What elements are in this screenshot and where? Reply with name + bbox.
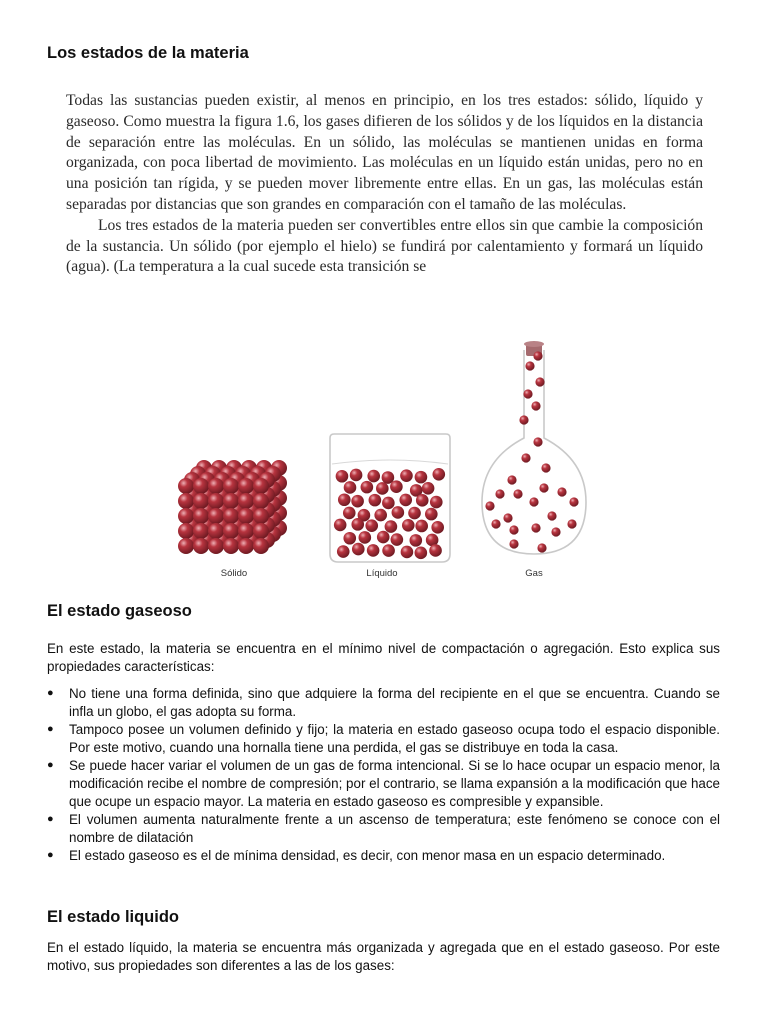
- molecule-sphere: [390, 480, 403, 493]
- molecule-sphere: [402, 519, 415, 532]
- molecule-sphere: [223, 478, 239, 494]
- caption-gas: Gas: [525, 568, 543, 579]
- molecule-sphere: [334, 519, 347, 532]
- molecule-sphere: [415, 471, 428, 484]
- molecule-sphere: [208, 508, 224, 524]
- molecule-sphere: [253, 493, 269, 509]
- molecule-sphere: [193, 508, 209, 524]
- molecule-sphere: [376, 482, 389, 495]
- molecule-sphere: [509, 539, 518, 548]
- molecule-sphere: [531, 523, 540, 532]
- molecule-sphere: [429, 544, 442, 557]
- molecule-sphere: [551, 527, 560, 536]
- section-heading-liquid: El estado liquido: [47, 908, 180, 926]
- molecule-sphere: [432, 468, 445, 481]
- molecule-sphere: [385, 520, 398, 533]
- molecule-sphere: [336, 470, 349, 483]
- molecule-sphere: [422, 482, 435, 495]
- molecule-sphere: [338, 493, 351, 506]
- molecule-sphere: [365, 519, 378, 532]
- molecule-sphere: [400, 469, 413, 482]
- molecule-sphere: [344, 481, 357, 494]
- molecule-sphere: [343, 532, 356, 545]
- molecule-sphere: [491, 519, 500, 528]
- molecule-sphere: [369, 494, 382, 507]
- molecule-sphere: [425, 508, 438, 521]
- molecule-sphere: [531, 401, 540, 410]
- molecule-sphere: [382, 544, 395, 557]
- molecule-sphere: [537, 543, 546, 552]
- gas-properties-list: [47, 685, 720, 866]
- scanned-paragraph-1: Todas las sustancias pueden existir, al menos en principio, en los tres estados: sólido, líquido y gaseoso. Como muestra la figura 1.6, los gases difieren de los sólidos y de los líquidos en la distancia de separación entre las moléculas. En un sólido, las moléculas se mantienen unidas en forma organizada, con poca libertad de movimiento. Las moléculas en un líquido están unidas, pero no en una posición tan rígida, y se pueden mover libremente entre ellas. En un gas, las moléculas están separadas por distancias que son grandes en comparación con el tamaño de las moléculas.: [66, 92, 703, 213]
- molecule-sphere: [337, 545, 350, 558]
- solid-cube-illustration: [178, 460, 287, 554]
- molecule-sphere: [503, 513, 512, 522]
- molecule-sphere: [377, 531, 390, 544]
- molecule-sphere: [351, 518, 364, 531]
- molecule-sphere: [399, 494, 412, 507]
- molecule-sphere: [343, 507, 356, 520]
- molecule-sphere: [541, 463, 550, 472]
- molecule-sphere: [178, 538, 194, 554]
- molecule-sphere: [223, 538, 239, 554]
- molecule-sphere: [178, 523, 194, 539]
- molecule-sphere: [382, 497, 395, 510]
- molecule-sphere: [253, 523, 269, 539]
- molecule-sphere: [525, 361, 534, 370]
- molecule-sphere: [533, 351, 542, 360]
- caption-liquid: Líquido: [366, 568, 398, 579]
- molecule-sphere: [367, 470, 380, 483]
- molecule-sphere: [521, 453, 530, 462]
- liquid-molecules-illustration: [334, 468, 445, 559]
- list-item: ● Se puede hacer variar el volumen de un gas de forma intencional. Si se lo hace ocupar un espacio menor, la modificación recibe el nombre de compresión; por el contrario, se llama expansión a la modificación que hace que ocupe un espacio mayor. La materia en estado gaseoso es compresible y expansible.: [47, 757, 720, 810]
- list-item: ● El estado gaseoso es el de mínima densidad, es decir, con menor masa en un espacio determinado.: [47, 847, 720, 865]
- molecule-sphere: [367, 544, 380, 557]
- molecule-sphere: [509, 525, 518, 534]
- molecule-sphere: [238, 538, 254, 554]
- molecule-sphere: [361, 481, 374, 494]
- molecule-sphere: [253, 478, 269, 494]
- molecule-sphere: [513, 489, 522, 498]
- list-item: ● Tampoco posee un volumen definido y fijo; la materia en estado gaseoso ocupa todo el espacio disponible. Por este motivo, cuando una hornalla tiene una perdida, el gas se distribuye en toda la casa.: [47, 721, 720, 756]
- molecule-sphere: [193, 493, 209, 509]
- molecule-sphere: [401, 546, 414, 559]
- molecule-sphere: [178, 493, 194, 509]
- molecule-sphere: [208, 493, 224, 509]
- molecule-sphere: [485, 501, 494, 510]
- scanned-paragraph-2: Los tres estados de la materia pueden ser convertibles entre ellos sin que cambie la composición de la sustancia. Un sólido (por ejemplo el hielo) se fundirá por calentamiento y formará un líquido (agua). (La temperatura a la cual sucede esta transición se: [66, 216, 703, 276]
- molecule-sphere: [539, 483, 548, 492]
- molecule-sphere: [529, 497, 538, 506]
- molecule-sphere: [238, 523, 254, 539]
- molecule-sphere: [208, 478, 224, 494]
- liquid-intro-paragraph: En el estado líquido, la materia se encuentra más organizada y agregada que en el estado gaseoso. Por este motivo, sus propiedades son diferentes a las de los gases:: [47, 940, 720, 973]
- molecule-sphere: [238, 508, 254, 524]
- molecule-sphere: [223, 493, 239, 509]
- molecule-sphere: [416, 494, 429, 507]
- molecule-sphere: [253, 538, 269, 554]
- molecule-sphere: [223, 508, 239, 524]
- page-title: Los estados de la materia: [47, 44, 249, 62]
- molecule-sphere: [208, 523, 224, 539]
- molecule-sphere: [350, 469, 363, 482]
- molecule-sphere: [495, 489, 504, 498]
- molecule-sphere: [193, 538, 209, 554]
- molecule-sphere: [178, 478, 194, 494]
- molecule-sphere: [391, 533, 404, 546]
- list-item: ● No tiene una forma definida, sino que adquiere la forma del recipiente en el que se encuentra. Cuando se infla un globo, el gas adopta su forma.: [47, 685, 720, 720]
- molecule-sphere: [523, 389, 532, 398]
- molecule-sphere: [193, 478, 209, 494]
- molecule-sphere: [415, 547, 428, 560]
- molecule-sphere: [431, 521, 444, 534]
- section-heading-gas: El estado gaseoso: [47, 602, 192, 620]
- molecule-sphere: [351, 495, 364, 508]
- molecule-sphere: [519, 415, 528, 424]
- molecule-sphere: [238, 493, 254, 509]
- molecule-sphere: [547, 511, 556, 520]
- molecule-sphere: [507, 475, 516, 484]
- molecule-sphere: [569, 497, 578, 506]
- molecule-sphere: [533, 437, 542, 446]
- molecule-sphere: [253, 508, 269, 524]
- states-of-matter-figure: [160, 336, 600, 586]
- list-item: ● El volumen aumenta naturalmente frente a un ascenso de temperatura; este fenómeno se conoce con el nombre de dilatación: [47, 811, 720, 846]
- molecule-sphere: [430, 496, 443, 509]
- molecule-sphere: [392, 506, 405, 519]
- molecule-sphere: [359, 531, 372, 544]
- molecule-sphere: [415, 520, 428, 533]
- molecule-sphere: [374, 509, 387, 522]
- molecule-sphere: [223, 523, 239, 539]
- molecule-sphere: [178, 508, 194, 524]
- molecule-sphere: [208, 538, 224, 554]
- molecule-sphere: [409, 534, 422, 547]
- molecule-sphere: [567, 519, 576, 528]
- molecule-sphere: [408, 507, 421, 520]
- gas-intro-paragraph: En este estado, la materia se encuentra en el mínimo nivel de compactación o agregación. Esto explica sus propiedades características:: [47, 641, 720, 674]
- caption-solid: Sólido: [220, 568, 248, 579]
- molecule-sphere: [557, 487, 566, 496]
- molecule-sphere: [193, 523, 209, 539]
- scanned-text-excerpt: [66, 91, 703, 278]
- molecule-sphere: [535, 377, 544, 386]
- molecule-sphere: [352, 543, 365, 556]
- molecule-sphere: [238, 478, 254, 494]
